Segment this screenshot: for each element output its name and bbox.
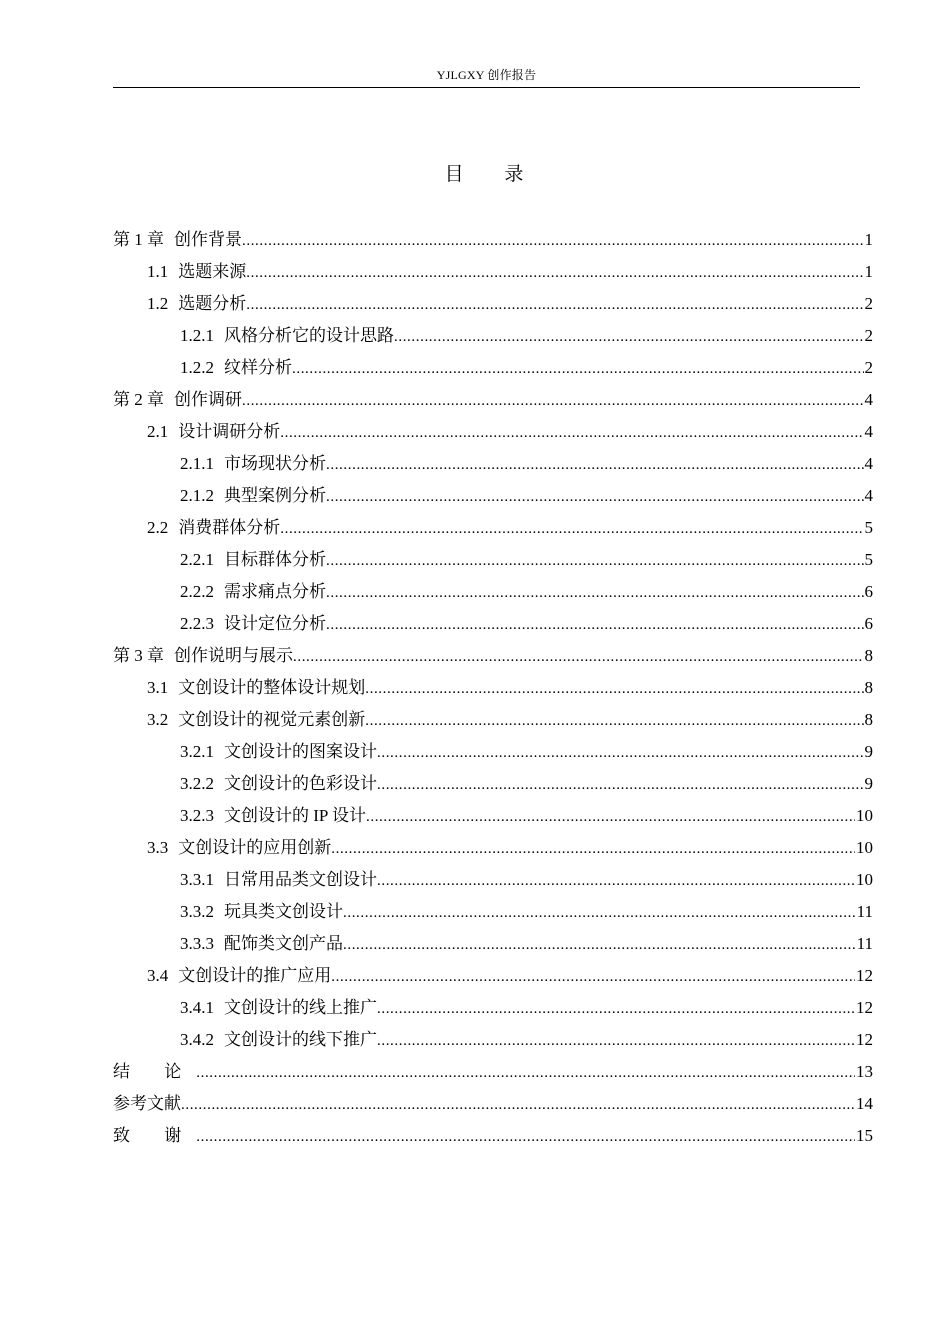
toc-page-number: 10 (856, 870, 873, 889)
toc-page-number: 11 (856, 934, 873, 953)
toc-entry-number: 2.2.3 (180, 614, 214, 633)
toc-dot-leader (365, 673, 863, 705)
toc-entry-number: 3.4.2 (180, 1030, 214, 1049)
toc-dot-leader (365, 705, 863, 737)
toc-entry[interactable] (113, 832, 873, 864)
toc-dot-leader (280, 417, 863, 449)
toc-page-number: 2 (864, 294, 873, 313)
toc-page-number: 8 (864, 710, 873, 729)
toc-entry-title: 需求痛点分析 (224, 582, 326, 601)
toc-dot-leader (331, 961, 855, 993)
toc-dot-leader (377, 737, 864, 769)
toc-page-number: 12 (856, 966, 873, 985)
toc-entry-title: 配饰类文创产品 (224, 934, 343, 953)
toc-title: 目 录 (444, 164, 542, 185)
toc-page-number: 1 (864, 230, 873, 249)
toc-entry-title: 文创设计的应用创新 (178, 838, 332, 857)
toc-page-number: 10 (856, 838, 873, 857)
toc-entry-title: 纹样分析 (224, 358, 292, 377)
toc-dot-leader (331, 833, 855, 865)
toc-entry-title: 文创设计的线下推广 (224, 1030, 377, 1049)
toc-entry-title: 消费群体分析 (178, 518, 281, 537)
toc-dot-leader (377, 993, 855, 1025)
toc-dot-leader (246, 257, 863, 289)
toc-page-number: 4 (864, 390, 873, 409)
toc-entry-title: 结 论 (113, 1062, 197, 1081)
toc-entry-number: 3.4 (147, 966, 169, 985)
toc-entry-title: 设计调研分析 (178, 422, 281, 441)
toc-page-number: 10 (856, 806, 873, 825)
toc-page-number: 11 (856, 902, 873, 921)
toc-entry[interactable] (113, 1056, 873, 1088)
toc-entry-number: 3.3.2 (180, 902, 214, 921)
toc-entry-number: 第 2 章 (113, 390, 164, 409)
toc-page-number: 9 (864, 742, 873, 761)
toc-page-number: 6 (864, 614, 873, 633)
toc-dot-leader (196, 1057, 855, 1089)
toc-dot-leader (394, 321, 864, 353)
toc-entry[interactable] (113, 288, 873, 320)
toc-dot-leader (326, 449, 864, 481)
page-header: YJLGXY 创作报告 (436, 68, 537, 82)
toc-entry-number: 1.2.1 (180, 326, 214, 345)
toc-entry[interactable] (113, 736, 873, 768)
toc-entry[interactable] (113, 928, 873, 960)
toc-entry[interactable] (113, 704, 873, 736)
toc-dot-leader (326, 577, 864, 609)
toc-entry[interactable] (113, 544, 873, 576)
toc-entry[interactable] (113, 608, 873, 640)
toc-entry[interactable] (113, 992, 873, 1024)
toc-entry-title: 文创设计的整体设计规划 (178, 678, 366, 697)
toc-entry-number: 2.1 (147, 422, 169, 441)
toc-entry[interactable] (113, 896, 873, 928)
toc-dot-leader (343, 929, 856, 961)
toc-entry-title: 文创设计的线上推广 (224, 998, 377, 1017)
toc-entry-title: 风格分析它的设计思路 (224, 326, 394, 345)
toc-entry-number: 2.2.2 (180, 582, 214, 601)
toc-entry-number: 3.2 (147, 710, 169, 729)
toc-entry-title: 文创设计的推广应用 (178, 966, 332, 985)
toc-entry-number: 第 3 章 (113, 646, 164, 665)
toc-page-number: 13 (856, 1062, 873, 1081)
toc-page-number: 14 (856, 1094, 873, 1113)
toc-entry-number: 3.3 (147, 838, 169, 857)
toc-entry[interactable] (113, 416, 873, 448)
toc-entry[interactable] (113, 672, 873, 704)
toc-entry[interactable] (113, 1088, 873, 1120)
toc-entry-number: 3.1 (147, 678, 169, 697)
toc-entry[interactable] (113, 384, 873, 416)
toc-entry-title: 市场现状分析 (224, 454, 326, 473)
toc-page-number: 12 (856, 1030, 873, 1049)
toc-entry-number: 1.2.2 (180, 358, 214, 377)
toc-page-number: 6 (864, 582, 873, 601)
toc-entry-number: 第 1 章 (113, 230, 164, 249)
toc-entry-title: 日常用品类文创设计 (224, 870, 377, 889)
table-of-contents (113, 224, 873, 1152)
toc-entry-title: 设计定位分析 (224, 614, 326, 633)
toc-entry-title: 选题分析 (178, 294, 247, 313)
toc-dot-leader (377, 1025, 855, 1057)
toc-entry-title: 目标群体分析 (224, 550, 326, 569)
toc-dot-leader (377, 865, 855, 897)
toc-dot-leader (343, 897, 856, 929)
toc-page-number: 5 (864, 550, 873, 569)
toc-page-number: 2 (864, 358, 873, 377)
toc-entry-number: 3.2.3 (180, 806, 214, 825)
toc-entry-number: 3.3.3 (180, 934, 214, 953)
toc-entry[interactable] (113, 512, 873, 544)
toc-entry[interactable] (113, 576, 873, 608)
toc-entry-title: 创作说明与展示 (174, 646, 293, 665)
toc-entry-number: 2.1.1 (180, 454, 214, 473)
toc-entry-title: 文创设计的视觉元素创新 (178, 710, 366, 729)
toc-entry-number: 2.2.1 (180, 550, 214, 569)
toc-dot-leader (246, 289, 863, 321)
toc-entry-number: 2.2 (147, 518, 169, 537)
toc-entry-number: 3.3.1 (180, 870, 214, 889)
toc-entry-number: 3.4.1 (180, 998, 214, 1017)
toc-dot-leader (326, 481, 864, 513)
toc-entry-title: 文创设计的 IP 设计 (224, 806, 366, 825)
toc-page-number: 1 (864, 262, 873, 281)
toc-dot-leader (292, 353, 864, 385)
toc-entry[interactable] (113, 800, 873, 832)
toc-entry[interactable] (113, 352, 873, 384)
toc-entry[interactable] (113, 640, 873, 672)
toc-page-number: 5 (864, 518, 873, 537)
toc-entry[interactable] (113, 864, 873, 896)
toc-page-number: 4 (864, 486, 873, 505)
toc-entry-title: 文创设计的图案设计 (224, 742, 377, 761)
toc-entry-title: 创作背景 (174, 230, 242, 249)
toc-page-number: 12 (856, 998, 873, 1017)
toc-page-number: 4 (864, 422, 873, 441)
toc-dot-leader (242, 225, 864, 257)
toc-entry[interactable] (113, 224, 873, 256)
toc-page-number: 9 (864, 774, 873, 793)
toc-dot-leader (293, 641, 864, 673)
toc-entry[interactable] (113, 768, 873, 800)
toc-dot-leader (366, 801, 855, 833)
toc-entry[interactable] (113, 320, 873, 352)
toc-entry-title: 典型案例分析 (224, 486, 326, 505)
toc-dot-leader (280, 513, 863, 545)
toc-entry[interactable] (113, 1120, 873, 1152)
toc-entry-number: 3.2.2 (180, 774, 214, 793)
toc-entry[interactable] (113, 480, 873, 512)
toc-dot-leader (377, 769, 864, 801)
toc-entry-title: 创作调研 (174, 390, 242, 409)
toc-entry-title: 致 谢 (113, 1126, 197, 1145)
toc-entry-number: 1.1 (147, 262, 169, 281)
toc-entry[interactable] (113, 448, 873, 480)
toc-dot-leader (326, 545, 864, 577)
header-divider (113, 87, 860, 88)
toc-entry-number: 1.2 (147, 294, 169, 313)
toc-entry-title: 参考文献 (113, 1094, 181, 1113)
toc-page-number: 2 (864, 326, 873, 345)
toc-page-number: 8 (864, 678, 873, 697)
toc-dot-leader (196, 1121, 855, 1153)
toc-dot-leader (181, 1089, 855, 1121)
toc-entry-title: 选题来源 (178, 262, 247, 281)
toc-page-number: 15 (856, 1126, 873, 1145)
toc-entry[interactable] (113, 1024, 873, 1056)
toc-entry[interactable] (113, 960, 873, 992)
toc-entry-number: 2.1.2 (180, 486, 214, 505)
toc-dot-leader (242, 385, 864, 417)
toc-entry-number: 3.2.1 (180, 742, 214, 761)
toc-dot-leader (326, 609, 864, 641)
toc-entry-title: 玩具类文创设计 (224, 902, 343, 921)
toc-entry[interactable] (113, 256, 873, 288)
toc-page-number: 4 (864, 454, 873, 473)
toc-entry-title: 文创设计的色彩设计 (224, 774, 377, 793)
toc-page-number: 8 (864, 646, 873, 665)
